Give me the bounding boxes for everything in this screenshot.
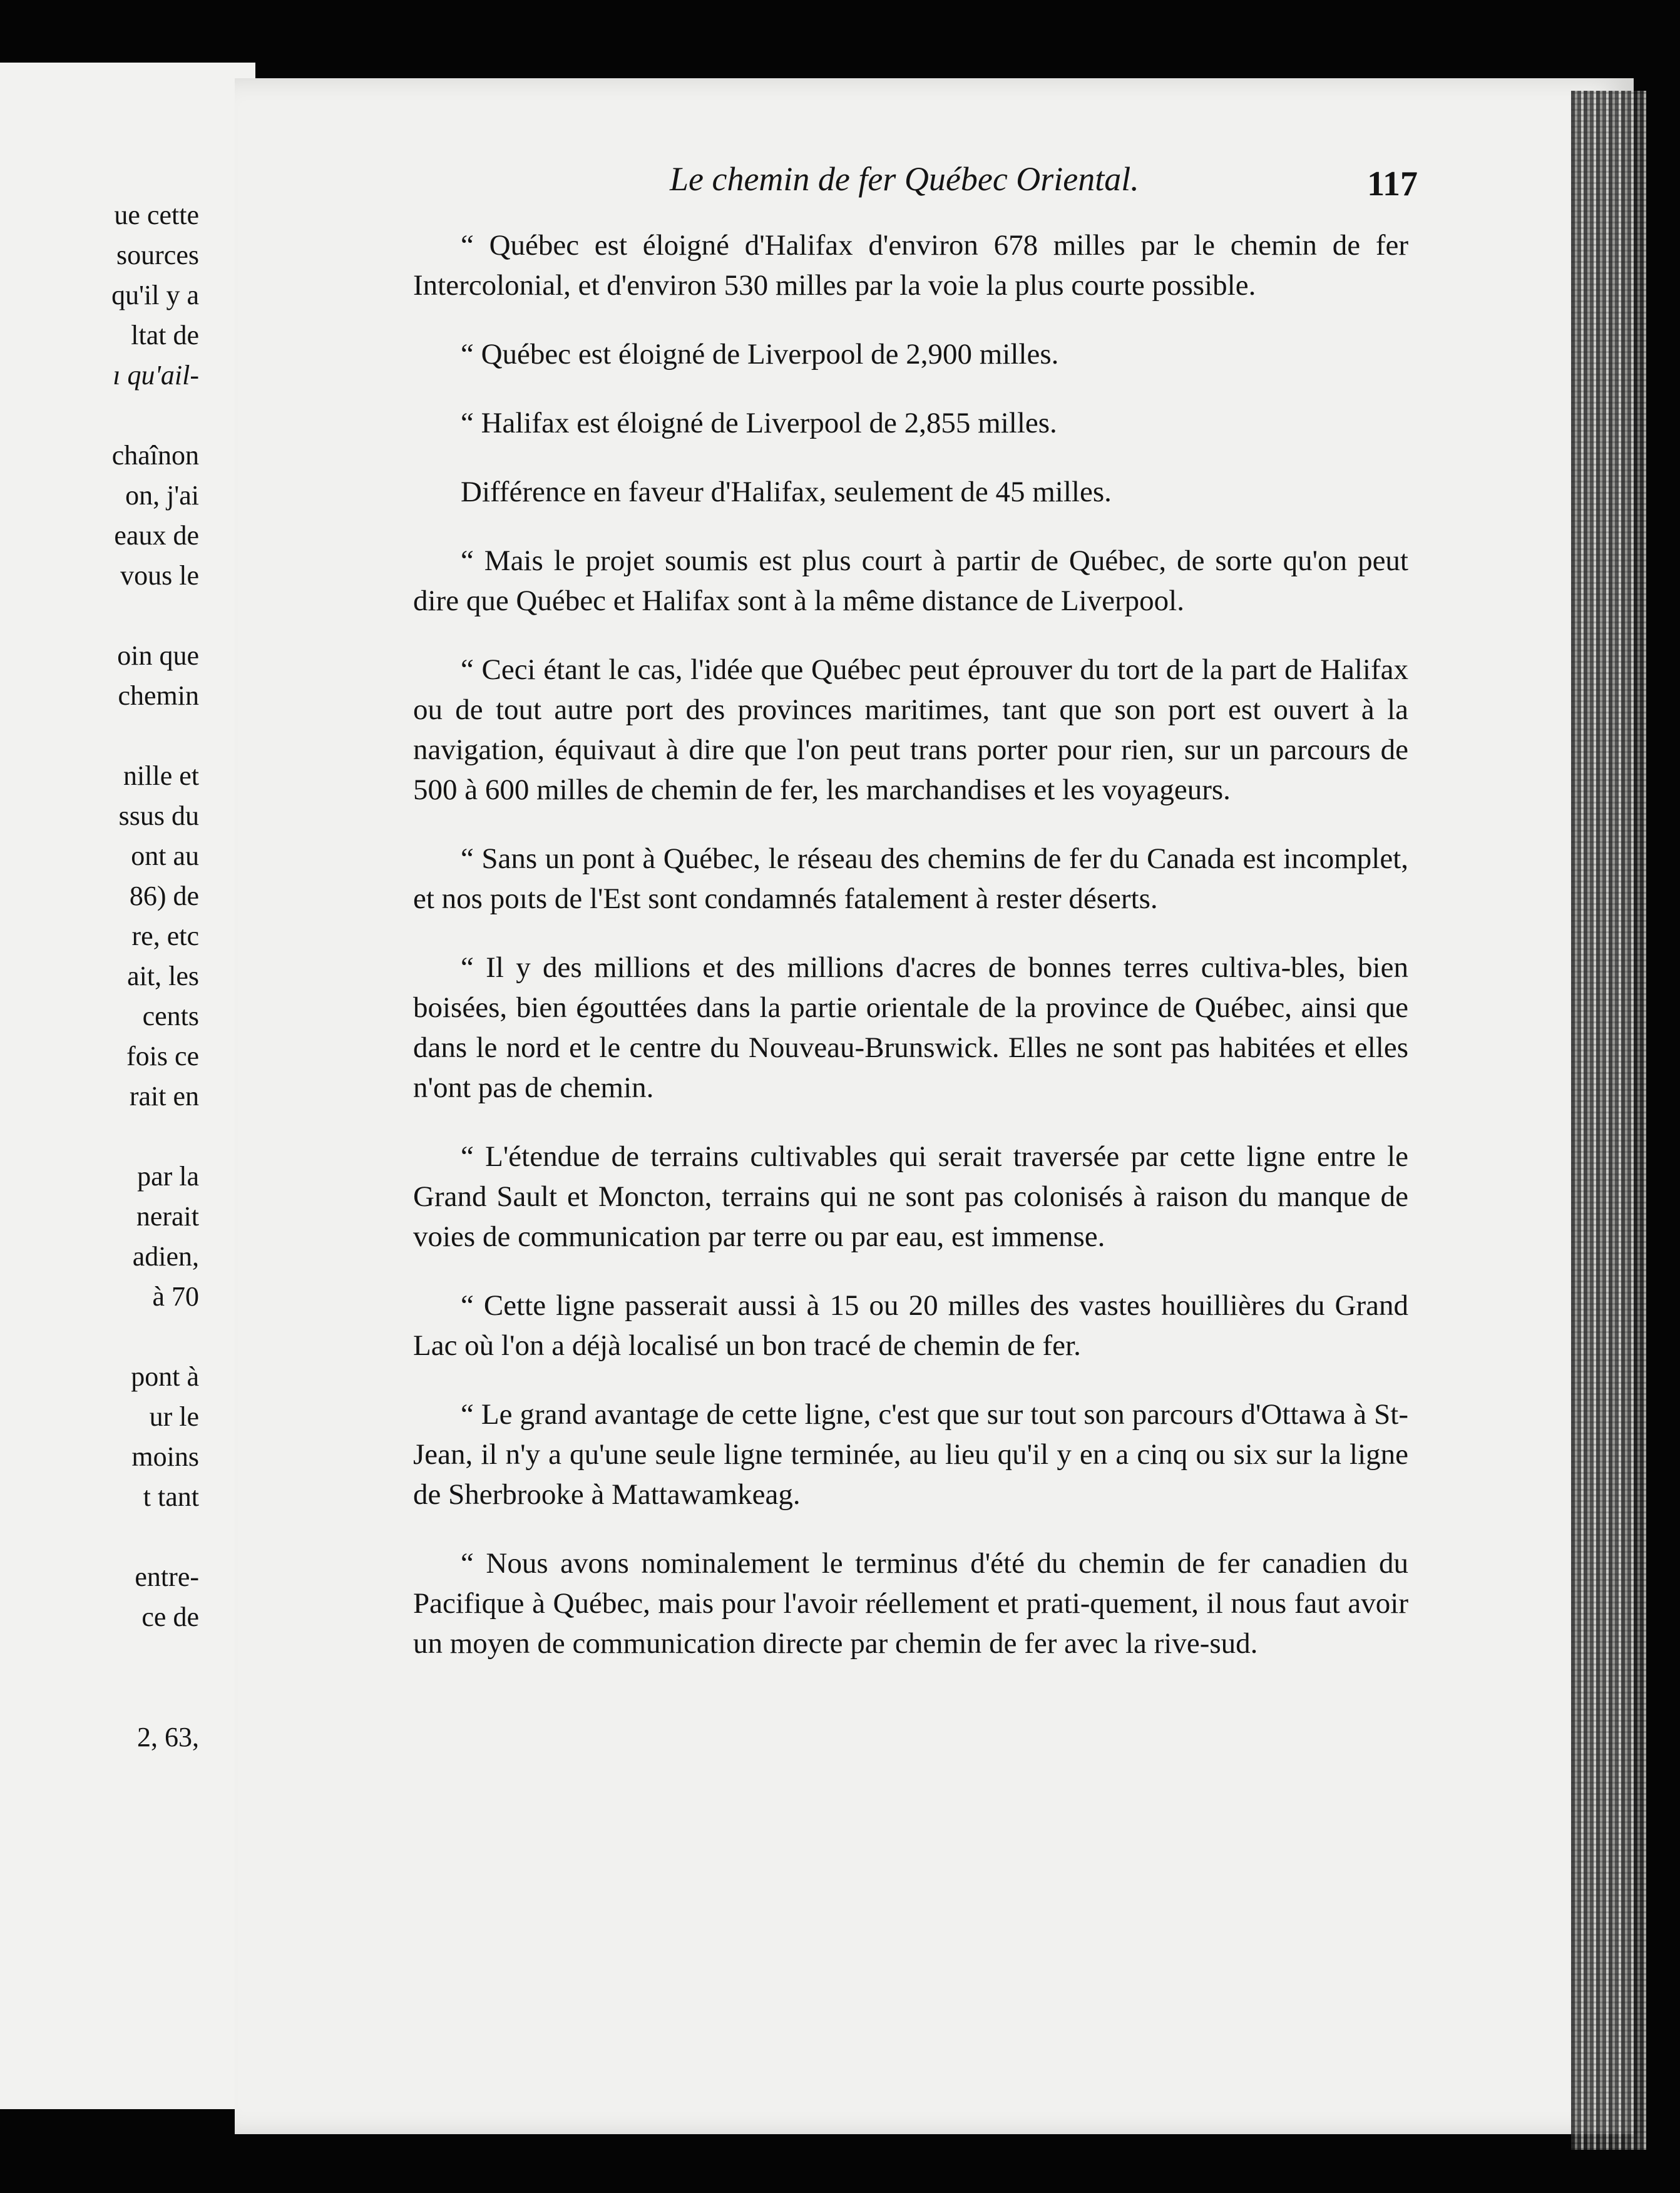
paragraph: “ Sans un pont à Québec, le réseau des chemins de fer du Canada est incomplet, et nos poıts de l'Est sont condamnés fatalement à rester déserts. <box>413 842 1408 915</box>
left-page-line: nille et <box>123 760 199 791</box>
paragraph: “ Cette ligne passerait aussi à 15 ou 20 milles des vastes houillières du Grand Lac où l'on a déjà localisé un bon tracé de chemin de fer. <box>413 1289 1408 1362</box>
left-page-line: qu'il y a <box>111 280 199 310</box>
page-number: 117 <box>1367 165 1418 203</box>
left-page-line: re, etc <box>131 921 199 951</box>
paragraph: “ Ceci étant le cas, l'idée que Québec peut éprouver du tort de la part de Halifax ou de tout autre port des provinces maritimes, tant que son port est ouvert à la navigation, équivaut à dire que l'on peut trans porter pour rien, sur un parcours de 500 à 600 milles de chemin de fer, les marchandises et les voyageurs. <box>413 653 1408 806</box>
left-page-line: entre- <box>135 1562 199 1592</box>
paragraph: “ Mais le projet soumis est plus court à partir de Québec, de sorte qu'on peut dire que Québec et Halifax sont à la même distance de Liverpool. <box>413 544 1408 617</box>
left-page-line: ltat de <box>131 320 199 350</box>
left-page-line: sources <box>116 240 199 270</box>
paragraph: “ Halifax est éloigné de Liverpool de 2,855 milles. <box>461 407 1057 439</box>
left-page-line: oin que <box>117 640 199 671</box>
left-page-line: chemin <box>118 680 199 711</box>
page-edge-stack <box>1571 91 1646 2150</box>
left-page-line: ssus du <box>118 800 199 831</box>
left-page-line: chaînon <box>111 440 199 471</box>
left-page-line: 2, 63, <box>137 1722 199 1752</box>
left-page-line: on, j'ai <box>125 480 199 511</box>
left-page-line: ce de <box>141 1602 199 1632</box>
paragraph: “ L'étendue de terrains cultivables qui serait traversée par cette ligne entre le Grand Sault et Moncton, terrains qui ne sont pas colonisés à raison du manque de voies de communication par terre ou par eau, est immense. <box>413 1140 1408 1253</box>
left-page-fragment <box>0 63 255 2109</box>
left-page-line: fois ce <box>126 1041 199 1071</box>
left-page-line: ı qu'ail- <box>113 360 199 391</box>
left-page-line: moins <box>131 1441 199 1472</box>
paragraph: “ Québec est éloigné de Liverpool de 2,900 milles. <box>461 338 1059 371</box>
paragraph: “ Nous avons nominalement le terminus d'été du chemin de fer canadien du Pacifique à Québec, mais pour l'avoir réellement et prati-quement, il nous faut avoir un moyen de communication directe par chemin de fer avec la rive-sud. <box>413 1547 1408 1660</box>
left-page-line: ur le <box>149 1401 199 1432</box>
left-page-line: cents <box>142 1001 199 1031</box>
paragraph: “ Il y des millions et des millions d'acres de bonnes terres cultiva-bles, bien boisées, bien égouttées dans la partie orientale de la province de Québec, ainsi que dans le nord et le centre du Nouveau-Brunswick. Elles ne sont pas habitées et elles n'ont pas de chemin. <box>413 951 1408 1104</box>
left-page-line: eaux de <box>114 520 199 551</box>
running-head: Le chemin de fer Québec Oriental. <box>670 160 1139 198</box>
left-page-line: nerait <box>136 1201 199 1232</box>
left-page-line: 86) de <box>129 881 199 911</box>
left-page-line: adien, <box>132 1241 199 1272</box>
left-page-line: ont au <box>131 841 199 871</box>
left-page-line: vous le <box>120 560 199 591</box>
left-page-line: t tant <box>143 1481 199 1512</box>
left-page-line: ait, les <box>127 961 199 991</box>
paragraph: “ Le grand avantage de cette ligne, c'est que sur tout son parcours d'Ottawa à St-Jean, il n'y a qu'une seule ligne terminée, au lieu qu'il y en a cinq ou six sur la ligne de Sherbrooke à Mattawamkeag. <box>413 1398 1408 1511</box>
left-page-line: à 70 <box>152 1281 199 1312</box>
left-page-line: par la <box>137 1161 199 1192</box>
paragraph: Différence en faveur d'Halifax, seulement de 45 milles. <box>461 476 1112 508</box>
left-page-line: pont à <box>131 1361 199 1392</box>
left-page-line: rait en <box>129 1081 199 1112</box>
left-page-line: ue cette <box>114 200 199 230</box>
body-text <box>413 225 1408 1692</box>
paragraph: “ Québec est éloigné d'Halifax d'environ 678 milles par le chemin de fer Intercolonial, et d'environ 530 milles par la voie la plus courte possible. <box>413 229 1408 302</box>
